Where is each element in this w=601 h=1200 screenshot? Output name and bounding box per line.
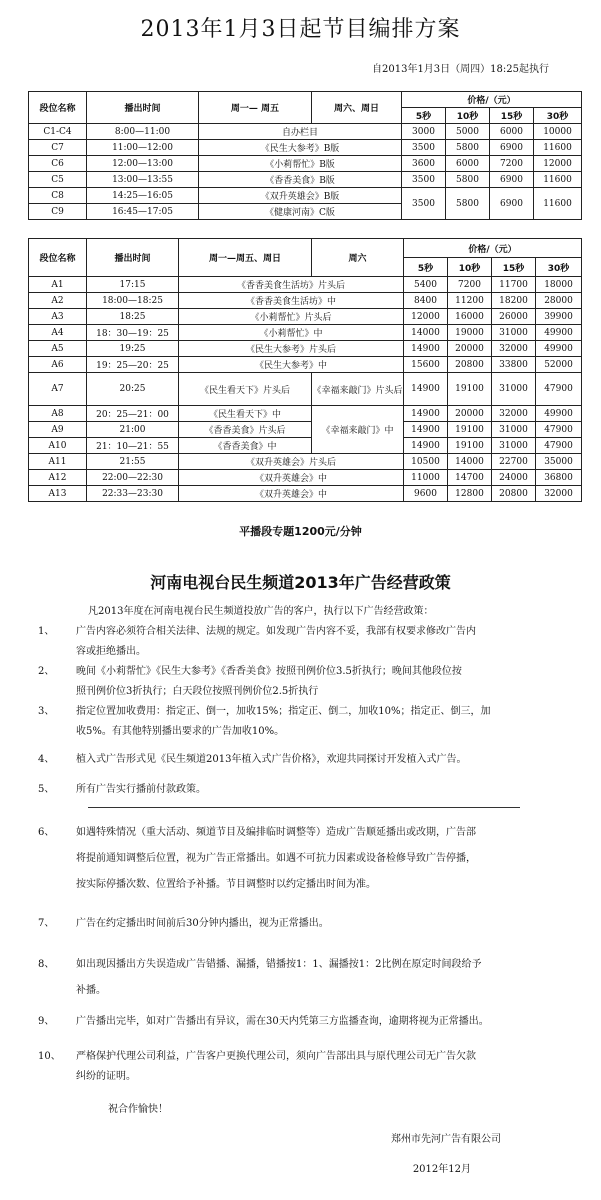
table-row	[29, 406, 582, 422]
cell-program: 《民生大参考》B版	[199, 140, 402, 156]
cell-slot: C1-C4	[29, 124, 87, 140]
cell-price: 6900	[490, 172, 534, 188]
item-number: 10、	[38, 1051, 61, 1062]
cell-slot: A7	[29, 373, 87, 406]
header-slot: 段位名称	[29, 239, 87, 277]
cell-price: 22700	[492, 454, 536, 470]
item-line: 广告内容必须符合相关法律、法规的规定。如发现广告内容不妥，我部有权要求修改广告内	[76, 626, 476, 637]
cell-slot: A10	[29, 438, 87, 454]
cell-slot: A5	[29, 341, 87, 357]
item-line: 收5%。有其他特别播出要求的广告加收10%。	[76, 726, 285, 737]
table-row	[29, 438, 582, 454]
cell-program: 《双升英雄会》片头后	[179, 454, 404, 470]
table-row	[29, 124, 582, 140]
policy-item-6	[38, 820, 558, 898]
policy-title: 河南电视台民生频道2013年广告经营政策	[150, 573, 451, 592]
header-5s: 5秒	[402, 108, 446, 124]
item-number: 6、	[38, 827, 55, 838]
cell-price: 14700	[448, 470, 492, 486]
cell-price: 31000	[492, 325, 536, 341]
company-name: 郑州市先河广告有限公司	[391, 1134, 501, 1145]
cell-program: 《民生看天下》片头后	[179, 373, 312, 406]
policy-item-2	[38, 662, 558, 702]
item-line: 所有广告实行播前付款政策。	[76, 784, 206, 795]
cell-time: 13:00—13:55	[87, 172, 199, 188]
table-row	[29, 422, 582, 438]
cell-price: 36800	[536, 470, 582, 486]
cell-price: 11000	[404, 470, 448, 486]
table-row	[29, 188, 582, 204]
policy-item-1	[38, 622, 558, 662]
cell-program: 自办栏目	[199, 124, 402, 140]
execution-note: 自2013年1月3日（周四）18:25起执行	[372, 64, 549, 75]
item-line: 广告在约定播出时间前后30分钟内播出，视为正常播出。	[76, 918, 329, 929]
cell-price: 14900	[404, 373, 448, 406]
cell-slot: A9	[29, 422, 87, 438]
closing-text: 祝合作愉快！	[108, 1104, 168, 1115]
header-price: 价格/（元）	[402, 92, 582, 108]
table-row	[29, 156, 582, 172]
item-line: 补播。	[76, 985, 106, 996]
cell-program-saturday: 《幸福来敲门》片头后	[312, 373, 404, 406]
cell-program: 《香香美食生活坊》片头后	[179, 277, 404, 293]
cell-price: 5400	[404, 277, 448, 293]
item-line: 严格保护代理公司利益，广告客户更换代理公司，须向广告部出具与原代理公司无广告欠款	[76, 1051, 476, 1062]
policy-item-7	[38, 914, 558, 934]
cell-program: 《双升英雄会》中	[179, 470, 404, 486]
cell-price: 12000	[534, 156, 582, 172]
cell-program: 《双升英雄会》中	[179, 486, 404, 502]
item-line: 指定位置加收费用：指定正、倒一，加收15%；指定正、倒二，加收10%；指定正、倒三，加	[76, 706, 491, 717]
cell-time: 16:45—17:05	[87, 204, 199, 220]
item-number: 3、	[38, 706, 55, 717]
header-weekday: 周一—周五、周日	[179, 239, 312, 277]
cell-program: 《小莉帮忙》片头后	[179, 309, 404, 325]
policy-item-5	[38, 780, 558, 800]
cell-price: 14900	[404, 422, 448, 438]
cell-price: 12000	[404, 309, 448, 325]
cell-price: 18000	[536, 277, 582, 293]
cell-price: 14900	[404, 438, 448, 454]
cell-price: 26000	[492, 309, 536, 325]
header-price: 价格/（元）	[404, 239, 582, 258]
cell-price: 3500	[402, 172, 446, 188]
cell-price: 31000	[492, 422, 536, 438]
cell-price: 3600	[402, 156, 446, 172]
cell-time: 11:00—12:00	[87, 140, 199, 156]
cell-time: 21:00	[87, 422, 179, 438]
document-date: 2012年12月	[412, 1164, 471, 1175]
item-number: 4、	[38, 754, 55, 765]
table-row	[29, 309, 582, 325]
header-weekend: 周六、周日	[312, 92, 402, 124]
item-line: 照刊例价位3折执行；白天段位按照刊例价位2.5折执行	[76, 686, 319, 697]
cell-price: 49900	[536, 406, 582, 422]
cell-slot: A6	[29, 357, 87, 373]
cell-price: 8400	[404, 293, 448, 309]
cell-time: 18:25	[87, 309, 179, 325]
cell-price: 10000	[534, 124, 582, 140]
cell-price: 14000	[404, 325, 448, 341]
table-row	[29, 486, 582, 502]
cell-slot: C6	[29, 156, 87, 172]
cell-slot: C5	[29, 172, 87, 188]
cell-price: 32000	[492, 341, 536, 357]
cell-program: 《香香美食》B版	[199, 172, 402, 188]
cell-price: 20000	[448, 341, 492, 357]
cell-price: 12800	[448, 486, 492, 502]
cell-program: 《香香美食》片头后	[179, 422, 312, 438]
cell-price: 11600	[534, 188, 582, 220]
cell-program: 《民生大参考》片头后	[179, 341, 404, 357]
cell-price: 31000	[492, 438, 536, 454]
cell-time: 22:33—23:30	[87, 486, 179, 502]
cell-time: 8:00—11:00	[87, 124, 199, 140]
cell-price: 7200	[448, 277, 492, 293]
item-line: 如遇特殊情况（重大活动、频道节目及编排临时调整等）造成广告顺延播出或改期，广告部	[76, 827, 476, 838]
cell-price: 19000	[448, 325, 492, 341]
cell-price: 14000	[448, 454, 492, 470]
cell-slot: A2	[29, 293, 87, 309]
cell-price: 19100	[448, 373, 492, 406]
cell-price: 20800	[492, 486, 536, 502]
item-number: 1、	[38, 626, 55, 637]
item-line: 广告播出完毕，如对广告播出有异议，需在30天内凭第三方监播查询，逾期将视为正常播出。	[76, 1016, 489, 1027]
divider	[88, 807, 520, 808]
cell-slot: A3	[29, 309, 87, 325]
header-saturday: 周六	[312, 239, 404, 277]
cell-price: 6000	[446, 156, 490, 172]
table-row	[29, 172, 582, 188]
cell-price: 47900	[536, 438, 582, 454]
header-30s: 30秒	[534, 108, 582, 124]
cell-price: 18200	[492, 293, 536, 309]
table-row	[29, 454, 582, 470]
cell-time: 14:25—16:05	[87, 188, 199, 204]
document-title: 2013年1月3日起节目编排方案	[140, 17, 461, 42]
cell-price: 52000	[536, 357, 582, 373]
policy-item-3	[38, 702, 558, 742]
cell-price: 9600	[404, 486, 448, 502]
cell-price: 11700	[492, 277, 536, 293]
item-line: 晚间《小莉帮忙》《民生大参考》《香香美食》按照刊例价位3.5折执行；晚间其他段位按	[76, 666, 462, 677]
table-row	[29, 293, 582, 309]
cell-price: 10500	[404, 454, 448, 470]
cell-price: 5800	[446, 188, 490, 220]
item-line: 容或拒绝播出。	[76, 646, 146, 657]
cell-price: 47900	[536, 422, 582, 438]
header-10s: 10秒	[446, 108, 490, 124]
cell-time: 19:25	[87, 341, 179, 357]
policy-item-8	[38, 952, 558, 1004]
item-line: 如出现因播出方失误造成广告错播、漏播，错播按1：1、漏播按1：2比例在原定时间段给予	[76, 959, 482, 970]
table-row	[29, 357, 582, 373]
cell-price: 39900	[536, 309, 582, 325]
cell-time: 21:55	[87, 454, 179, 470]
table-row	[29, 140, 582, 156]
cell-price: 3500	[402, 140, 446, 156]
cell-price: 28000	[536, 293, 582, 309]
cell-price: 3500	[402, 188, 446, 220]
table-row	[29, 373, 582, 406]
header-10s: 10秒	[448, 258, 492, 277]
cell-program: 《香香美食》中	[179, 438, 312, 454]
cell-price: 7200	[490, 156, 534, 172]
cell-price: 11600	[534, 172, 582, 188]
cell-program: 《双升英雄会》B版	[199, 188, 402, 204]
cell-time: 19：25—20：25	[87, 357, 179, 373]
cell-price: 19100	[448, 422, 492, 438]
schedule-table-a	[28, 238, 582, 502]
cell-price: 24000	[492, 470, 536, 486]
cell-time: 18:00—18:25	[87, 293, 179, 309]
table-row	[29, 277, 582, 293]
cell-slot: C7	[29, 140, 87, 156]
cell-price: 6900	[490, 140, 534, 156]
cell-time: 20:25	[87, 373, 179, 406]
table-row	[29, 341, 582, 357]
cell-price: 5800	[446, 140, 490, 156]
table-row	[29, 325, 582, 341]
cell-time: 12:00—13:00	[87, 156, 199, 172]
cell-price: 11200	[448, 293, 492, 309]
cell-program: 《民生大参考》中	[179, 357, 404, 373]
item-line: 将提前通知调整后位置，视为广告正常播出。如遇不可抗力因素或设备检修导致广告停播，	[76, 853, 476, 864]
cell-slot: C8	[29, 188, 87, 204]
cell-price: 47900	[536, 373, 582, 406]
cell-slot: A4	[29, 325, 87, 341]
cell-program: 《小莉帮忙》中	[179, 325, 404, 341]
header-15s: 15秒	[490, 108, 534, 124]
table1-body	[29, 124, 582, 220]
item-number: 8、	[38, 959, 55, 970]
item-number: 7、	[38, 918, 55, 929]
cell-time: 22:00—22:30	[87, 470, 179, 486]
cell-program-saturday: 《幸福来敲门》中	[312, 406, 404, 454]
cell-slot: C9	[29, 204, 87, 220]
cell-price: 31000	[492, 373, 536, 406]
item-line: 植入式广告形式见《民生频道2013年植入式广告价格》，欢迎共同探讨开发植入式广告。	[76, 754, 467, 765]
cell-time: 17:15	[87, 277, 179, 293]
cell-time: 21：10—21：55	[87, 438, 179, 454]
cell-time: 18：30—19：25	[87, 325, 179, 341]
policy-item-10	[38, 1047, 558, 1087]
cell-price: 14900	[404, 406, 448, 422]
cell-slot: A12	[29, 470, 87, 486]
cell-price: 6900	[490, 188, 534, 220]
cell-price: 5000	[446, 124, 490, 140]
schedule-table-c	[28, 91, 582, 220]
header-time: 播出时间	[87, 239, 179, 277]
cell-program: 《香香美食生活坊》中	[179, 293, 404, 309]
cell-slot: A8	[29, 406, 87, 422]
table2-body	[29, 277, 582, 502]
cell-time: 20：25—21：00	[87, 406, 179, 422]
header-weekday: 周一— 周五	[199, 92, 312, 124]
cell-price: 49900	[536, 325, 582, 341]
cell-price: 3000	[402, 124, 446, 140]
item-number: 5、	[38, 784, 55, 795]
cell-price: 5800	[446, 172, 490, 188]
cell-price: 49900	[536, 341, 582, 357]
cell-price: 32000	[492, 406, 536, 422]
policy-item-4	[38, 750, 558, 770]
cell-slot: A1	[29, 277, 87, 293]
cell-program: 《民生看天下》中	[179, 406, 312, 422]
header-time: 播出时间	[87, 92, 199, 124]
cell-program: 《健康河南》C版	[199, 204, 402, 220]
cell-price: 15600	[404, 357, 448, 373]
item-line: 按实际停播次数、位置给予补播。节目调整时以约定播出时间为准。	[76, 879, 376, 890]
policy-item-9	[38, 1012, 558, 1032]
policy-intro: 凡2013年度在河南电视台民生频道投放广告的客户，执行以下广告经营政策：	[88, 606, 434, 617]
header-5s: 5秒	[404, 258, 448, 277]
header-15s: 15秒	[492, 258, 536, 277]
cell-program: 《小莉帮忙》B版	[199, 156, 402, 172]
cell-price: 11600	[534, 140, 582, 156]
cell-price: 20000	[448, 406, 492, 422]
cell-price: 19100	[448, 438, 492, 454]
cell-price: 20800	[448, 357, 492, 373]
item-number: 2、	[38, 666, 55, 677]
header-30s: 30秒	[536, 258, 582, 277]
header-slot: 段位名称	[29, 92, 87, 124]
cell-price: 6000	[490, 124, 534, 140]
cell-slot: A13	[29, 486, 87, 502]
cell-price: 35000	[536, 454, 582, 470]
cell-price: 14900	[404, 341, 448, 357]
cell-price: 32000	[536, 486, 582, 502]
cell-price: 16000	[448, 309, 492, 325]
item-line: 纠纷的证明。	[76, 1071, 136, 1082]
cell-price: 33800	[492, 357, 536, 373]
cell-slot: A11	[29, 454, 87, 470]
special-price-note: 平播段专题1200元/分钟	[239, 525, 362, 538]
item-number: 9、	[38, 1016, 55, 1027]
table-row	[29, 470, 582, 486]
